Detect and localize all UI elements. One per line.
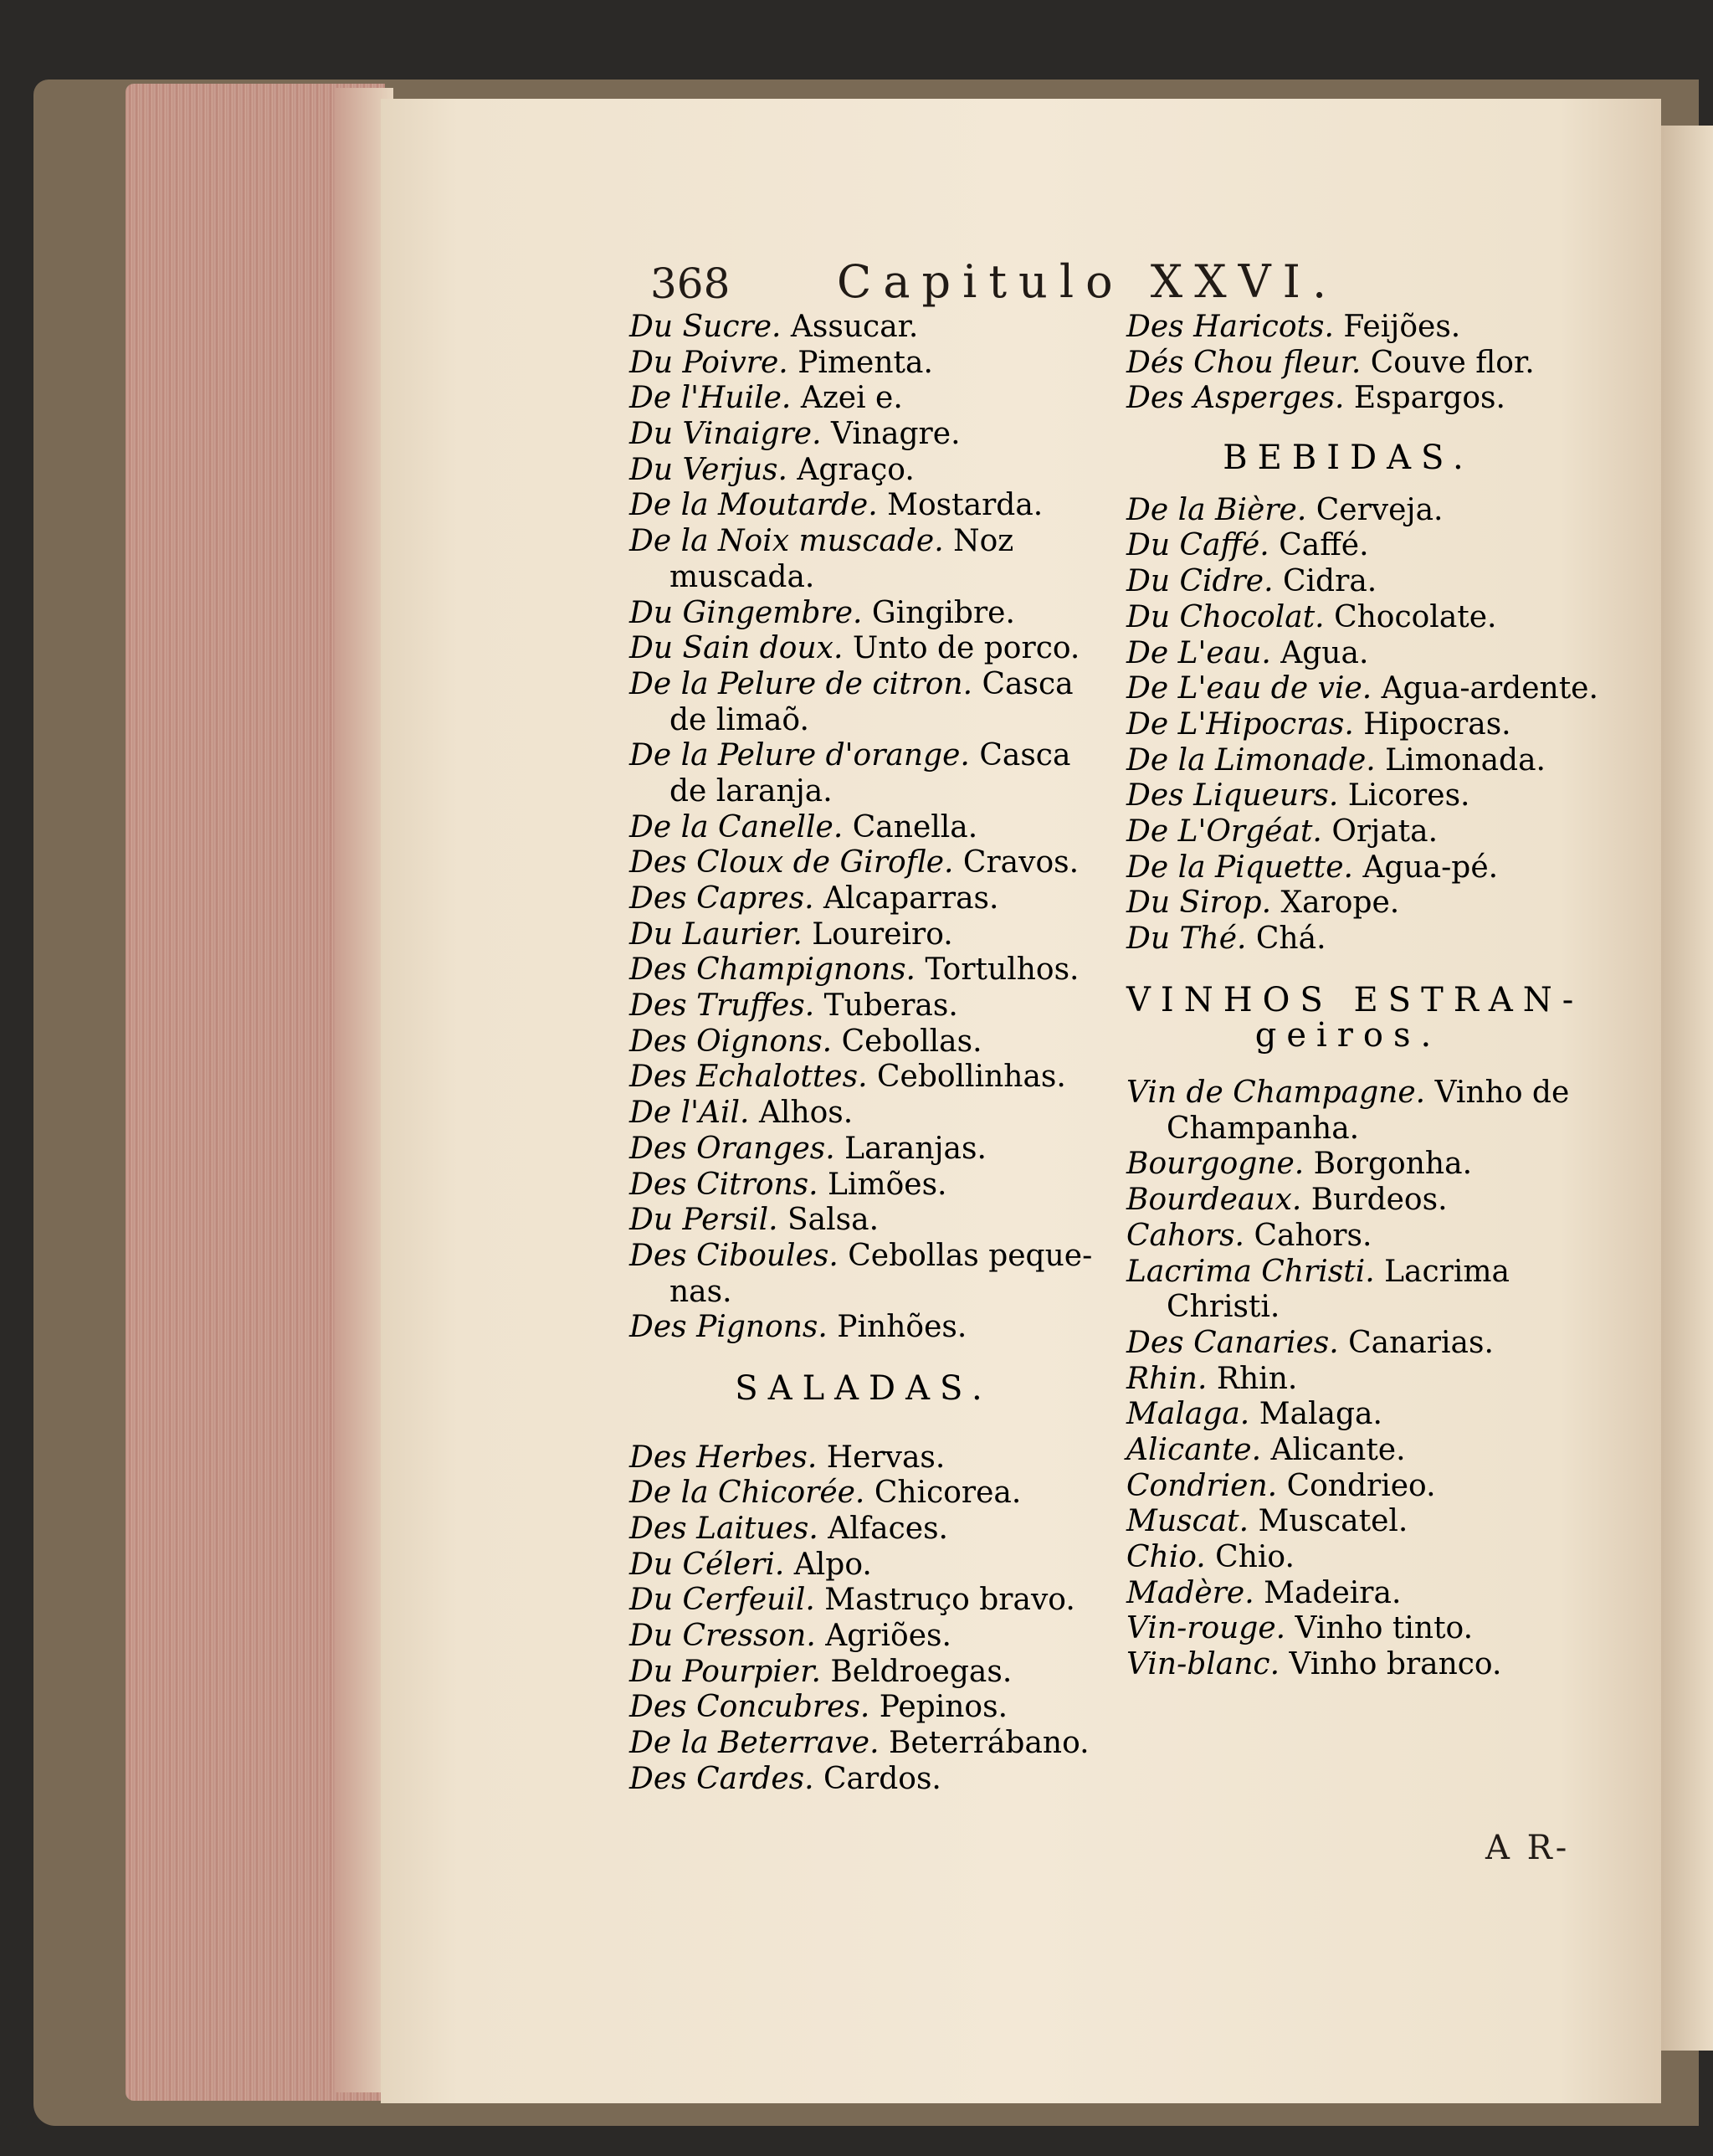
- vocab-entry: [1126, 850, 1570, 886]
- portuguese-term: Noz: [953, 524, 1014, 559]
- portuguese-term: Madeira.: [1264, 1575, 1402, 1610]
- french-term: De la Limonade.: [1126, 742, 1386, 778]
- portuguese-term: de laranja.: [669, 773, 833, 808]
- vocab-entry: [629, 917, 1098, 953]
- french-term: Du Persil.: [629, 1203, 787, 1238]
- portuguese-term: Alfaces.: [828, 1512, 948, 1547]
- french-term: Vin de Champagne.: [1126, 1075, 1435, 1111]
- vocab-entry: [1126, 310, 1570, 346]
- page-number: 368: [650, 259, 731, 308]
- french-term: De L'eau.: [1126, 635, 1281, 670]
- french-term: Des Haricots.: [1126, 310, 1344, 344]
- french-term: Des Liqueurs.: [1126, 778, 1348, 814]
- vocab-entry: [629, 381, 1098, 417]
- french-term: Du Cerfeuil.: [629, 1583, 825, 1618]
- portuguese-term: Mostarda.: [887, 488, 1044, 523]
- running-head: Capitulo XXVI.: [837, 255, 1339, 308]
- french-term: De L'Hipocras.: [1126, 706, 1364, 742]
- vocab-entry: [629, 1512, 1098, 1548]
- french-term: Du Poivre.: [629, 345, 798, 380]
- french-term: Du Caffé.: [1126, 528, 1280, 563]
- french-term: Des Citrons.: [629, 1167, 828, 1202]
- vocab-entry: [1126, 1362, 1570, 1398]
- portuguese-term: Condrieo.: [1286, 1468, 1436, 1503]
- portuguese-term: Cebollas.: [841, 1024, 982, 1059]
- portuguese-term: Cerveja.: [1316, 492, 1444, 527]
- vocab-entry: [629, 1726, 1098, 1762]
- french-term: Du Sirop.: [1126, 886, 1281, 921]
- french-term: Des Concubres.: [629, 1690, 880, 1725]
- vocab-entry: [1126, 1326, 1570, 1362]
- french-term: Alicante.: [1126, 1432, 1271, 1467]
- portuguese-term: Tuberas.: [823, 988, 958, 1024]
- vocab-entry: [1126, 921, 1570, 957]
- vocab-entry: [1126, 671, 1598, 707]
- french-term: Du Gingembre.: [629, 595, 872, 630]
- vocab-entry: [1126, 564, 1570, 600]
- vocab-entry: [629, 1275, 1098, 1311]
- portuguese-term: Feijões.: [1343, 310, 1461, 344]
- vocab-entry: [1126, 1075, 1570, 1111]
- portuguese-term: Unto de porco.: [852, 631, 1080, 666]
- french-term: De la Noix muscade.: [629, 524, 954, 559]
- portuguese-term: Malaga.: [1259, 1397, 1382, 1432]
- french-term: De la Pelure de citron.: [629, 666, 982, 701]
- vocab-entry: [629, 1310, 1098, 1346]
- portuguese-term: Pepinos.: [879, 1690, 1008, 1725]
- vocab-entry: [629, 596, 1098, 632]
- vocab-entry: [629, 1060, 1098, 1096]
- vocab-entry: [1126, 1469, 1570, 1505]
- portuguese-term: Xarope.: [1280, 886, 1400, 921]
- vocab-entry: [629, 1476, 1098, 1512]
- section-heading-bebidas: BEBIDAS.: [1223, 439, 1474, 478]
- portuguese-term: Cebollinhas.: [876, 1060, 1066, 1095]
- vocab-entry: [1126, 743, 1570, 779]
- portuguese-term: Agua-pé.: [1362, 850, 1499, 885]
- portuguese-term: Limões.: [828, 1167, 947, 1202]
- french-term: Du Cresson.: [629, 1619, 826, 1654]
- portuguese-term: nas.: [669, 1274, 732, 1309]
- portuguese-term: Pimenta.: [798, 345, 933, 380]
- vocab-entry: [1126, 1255, 1570, 1291]
- french-term: Bourdeaux.: [1126, 1183, 1311, 1218]
- vocab-entry: [629, 1024, 1098, 1060]
- portuguese-term: Casca: [982, 666, 1074, 701]
- portuguese-term: Alhos.: [758, 1096, 854, 1131]
- portuguese-term: Loureiro.: [812, 916, 953, 952]
- french-term: Condrien.: [1126, 1468, 1287, 1503]
- french-term: Du Sain doux.: [629, 631, 853, 666]
- french-term: De la Pelure d'orange.: [629, 738, 980, 773]
- portuguese-term: Caffé.: [1279, 528, 1369, 563]
- vocab-entry: [629, 417, 1098, 453]
- portuguese-term: Christi.: [1167, 1290, 1280, 1325]
- portuguese-term: Hipocras.: [1363, 706, 1511, 742]
- portuguese-term: Salsa.: [787, 1203, 880, 1238]
- portuguese-term: Casca: [979, 738, 1071, 773]
- french-term: Du Céleri.: [629, 1547, 794, 1582]
- facing-page-edge: [1661, 126, 1713, 2051]
- vocab-entry: [629, 1096, 1098, 1132]
- portuguese-term: Vinagre.: [830, 417, 961, 452]
- vocab-entry: [629, 703, 1098, 739]
- section-heading-vinhos: VINHOS ESTRAN-: [1126, 980, 1584, 1019]
- vocab-entry: [629, 346, 1098, 382]
- french-term: Du Laurier.: [629, 916, 813, 952]
- french-term: Du Chocolat.: [1126, 599, 1335, 634]
- vocab-entry: [629, 1239, 1098, 1275]
- portuguese-term: Espargos.: [1353, 381, 1505, 416]
- vocab-entry: [629, 738, 1098, 774]
- vocab-entry: [1126, 886, 1570, 921]
- french-term: De la Canelle.: [629, 809, 853, 844]
- portuguese-term: Pinhões.: [837, 1310, 967, 1345]
- vocab-entry: [629, 1619, 1098, 1655]
- portuguese-term: Rhin.: [1216, 1361, 1298, 1396]
- portuguese-term: Agua-ardente.: [1381, 671, 1598, 706]
- vocab-entry: [1126, 1290, 1570, 1326]
- french-term: De l'Huile.: [629, 381, 801, 416]
- vocab-entry: [629, 488, 1098, 524]
- french-term: Malaga.: [1126, 1397, 1259, 1432]
- portuguese-term: Cravos.: [962, 845, 1080, 880]
- french-term: Du Verjus.: [629, 452, 798, 487]
- vocab-entry: [629, 988, 1098, 1024]
- french-term: Du Vinaigre.: [629, 417, 831, 452]
- portuguese-term: Vinho tinto.: [1295, 1611, 1474, 1646]
- portuguese-term: Gingibre.: [871, 595, 1015, 630]
- french-term: Des Cardes.: [629, 1761, 824, 1796]
- french-term: De L'Orgéat.: [1126, 814, 1332, 849]
- portuguese-term: de limaõ.: [669, 702, 809, 737]
- portuguese-term: Burdeos.: [1310, 1183, 1448, 1218]
- catchword: A R-: [1485, 1829, 1571, 1867]
- vocab-entry: [629, 667, 1098, 703]
- french-term: Du Sucre.: [629, 310, 791, 344]
- portuguese-term: Assucar.: [790, 310, 919, 344]
- vocab-entry: [629, 1168, 1098, 1204]
- vocab-entry: [1126, 636, 1570, 672]
- french-term: Muscat.: [1126, 1504, 1259, 1539]
- french-term: De L'eau de vie.: [1126, 671, 1382, 706]
- vocab-entry: [1126, 1111, 1570, 1147]
- portuguese-term: muscada.: [669, 559, 815, 594]
- vocab-entry: [1126, 1576, 1570, 1612]
- vocab-entry: [1126, 1611, 1570, 1647]
- vocab-entry: [629, 1440, 1098, 1476]
- french-term: Des Asperges.: [1126, 381, 1354, 416]
- vocab-entry: [1126, 778, 1570, 814]
- vocab-entry: [1126, 1183, 1570, 1219]
- french-term: Du Thé.: [1126, 921, 1256, 957]
- vocab-entry: [629, 952, 1098, 988]
- french-term: Des Ciboules.: [629, 1238, 849, 1273]
- portuguese-term: Agraço.: [797, 452, 915, 487]
- french-term: Des Laitues.: [629, 1512, 828, 1547]
- french-term: De la Beterrave.: [629, 1726, 889, 1761]
- french-term: Des Truffes.: [629, 988, 824, 1024]
- vocab-entry: [629, 1132, 1098, 1168]
- portuguese-term: Chocolate.: [1334, 599, 1497, 634]
- french-term: De la Chicorée.: [629, 1476, 874, 1511]
- portuguese-term: Borgonha.: [1313, 1147, 1473, 1182]
- vocab-entry: [629, 1548, 1098, 1584]
- portuguese-term: Champanha.: [1167, 1111, 1360, 1146]
- french-term: Des Pignons.: [629, 1310, 838, 1345]
- french-term: De la Moutarde.: [629, 488, 888, 523]
- portuguese-term: Alpo.: [793, 1547, 872, 1582]
- french-term: Du Pourpier.: [629, 1654, 831, 1689]
- vocab-entry: [1126, 346, 1570, 382]
- vocab-entry: [1126, 528, 1570, 564]
- portuguese-term: Alcaparras.: [823, 881, 999, 916]
- vocab-entry: [1126, 381, 1570, 417]
- vocab-entry: [1126, 1647, 1570, 1683]
- french-term: Des Capres.: [629, 881, 824, 916]
- vocab-entry: [629, 774, 1098, 810]
- portuguese-term: Chio.: [1215, 1540, 1295, 1575]
- vocab-entry: [629, 1655, 1098, 1691]
- french-term: De l'Ail.: [629, 1096, 759, 1131]
- vocab-entry: [629, 881, 1098, 917]
- french-term: Dés Chou fleur.: [1126, 345, 1371, 380]
- left-column: [629, 310, 1098, 1798]
- portuguese-term: Limonada.: [1385, 742, 1546, 778]
- french-term: Du Cidre.: [1126, 564, 1283, 599]
- portuguese-term: Mastruço bravo.: [824, 1583, 1075, 1618]
- french-term: De la Bière.: [1126, 492, 1316, 527]
- portuguese-term: Licores.: [1347, 778, 1470, 814]
- vocab-entry: [629, 1203, 1098, 1239]
- portuguese-term: Cidra.: [1283, 564, 1377, 599]
- portuguese-term: Lacrima: [1384, 1254, 1510, 1289]
- portuguese-term: Couve flor.: [1370, 345, 1535, 380]
- portuguese-term: Beterrábano.: [888, 1726, 1090, 1761]
- portuguese-term: Canarias.: [1348, 1325, 1494, 1360]
- portuguese-term: Laranjas.: [844, 1131, 987, 1166]
- french-term: Des Cloux de Girofle.: [629, 845, 963, 880]
- portuguese-term: Vinho de: [1434, 1075, 1570, 1111]
- right-column: [1126, 310, 1598, 1683]
- portuguese-term: Cahors.: [1254, 1218, 1372, 1253]
- vocab-entry: [1126, 707, 1570, 743]
- french-term: Des Canaries.: [1126, 1325, 1349, 1360]
- french-term: Rhin.: [1126, 1361, 1217, 1396]
- french-term: Bourgogne.: [1126, 1147, 1314, 1182]
- french-term: Des Oranges.: [629, 1131, 845, 1166]
- vocab-entry: [1126, 493, 1570, 529]
- french-term: Des Herbes.: [629, 1440, 827, 1475]
- portuguese-term: Alicante.: [1270, 1432, 1406, 1467]
- vocab-entry: [629, 453, 1098, 489]
- vocab-entry: [629, 1583, 1098, 1619]
- portuguese-term: Vinho branco.: [1289, 1647, 1502, 1682]
- vocab-entry: [1126, 1219, 1570, 1255]
- vocab-entry: [629, 560, 1098, 596]
- portuguese-term: Cebollas peque-: [848, 1238, 1093, 1273]
- portuguese-term: Hervas.: [826, 1440, 946, 1475]
- portuguese-term: Agriões.: [825, 1619, 951, 1654]
- portuguese-term: Tortulhos.: [925, 952, 1080, 988]
- vocab-entry: [1126, 814, 1570, 850]
- vocab-entry: [629, 845, 1098, 881]
- portuguese-term: Chá.: [1255, 921, 1326, 957]
- french-term: Vin-rouge.: [1126, 1611, 1295, 1646]
- section-heading-vinhos-cont: geiros.: [1254, 1016, 1442, 1055]
- portuguese-term: Azei e.: [800, 381, 903, 416]
- section-heading-saladas: SALADAS.: [735, 1368, 992, 1408]
- portuguese-term: Beldroegas.: [830, 1654, 1013, 1689]
- french-term: Vin-blanc.: [1126, 1647, 1290, 1682]
- vocab-entry: [629, 524, 1098, 560]
- french-term: Des Champignons.: [629, 952, 926, 988]
- french-term: Lacrima Christi.: [1126, 1254, 1385, 1289]
- french-term: Des Oignons.: [629, 1024, 842, 1059]
- french-term: De la Piquette.: [1126, 850, 1363, 885]
- portuguese-term: Orjata.: [1331, 814, 1439, 849]
- vocab-entry: [1126, 1147, 1570, 1183]
- portuguese-term: Canella.: [852, 809, 978, 844]
- vocab-entry: [629, 631, 1098, 667]
- portuguese-term: Chicorea.: [874, 1476, 1022, 1511]
- vocab-entry: [629, 310, 1098, 346]
- vocab-entry: [629, 810, 1098, 846]
- vocab-entry: [629, 1762, 1098, 1798]
- vocab-entry: [1126, 600, 1570, 636]
- vocab-entry: [1126, 1433, 1570, 1469]
- portuguese-term: Muscatel.: [1258, 1504, 1408, 1539]
- portuguese-term: Cardos.: [823, 1761, 941, 1796]
- vocab-entry: [1126, 1540, 1570, 1576]
- vocab-entry: [1126, 1397, 1570, 1433]
- vocab-entry: [1126, 1504, 1570, 1540]
- portuguese-term: Agua.: [1280, 635, 1369, 670]
- french-term: Cahors.: [1126, 1218, 1254, 1253]
- french-term: Chio.: [1126, 1540, 1216, 1575]
- french-term: Madère.: [1126, 1575, 1264, 1610]
- french-term: Des Echalottes.: [629, 1060, 877, 1095]
- vocab-entry: [629, 1690, 1098, 1726]
